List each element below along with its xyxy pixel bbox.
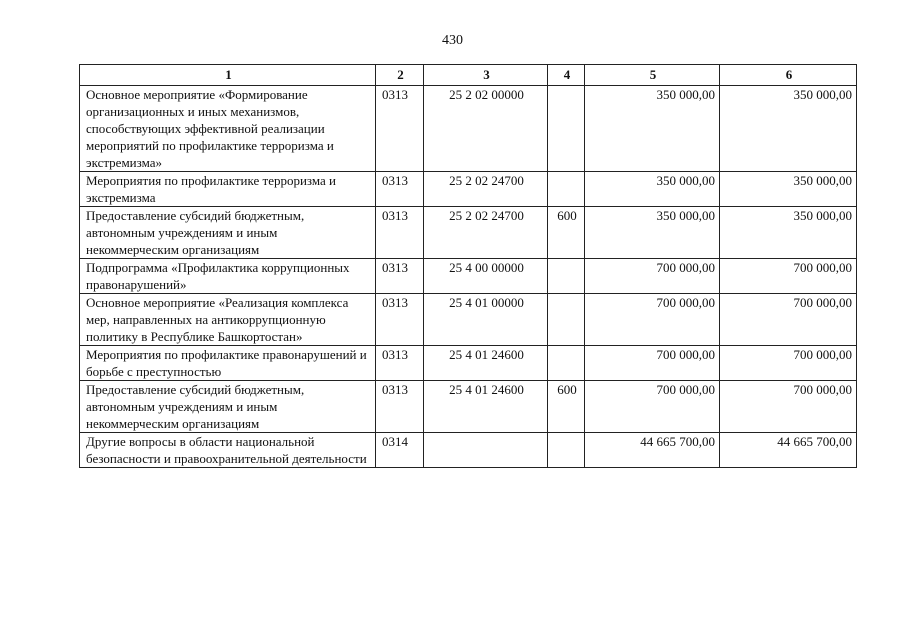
row-name: Основное мероприятие «Реализация комплекса мер, направленных на антикоррупционную политику в Республике Башкортостан» — [80, 294, 376, 346]
row-target — [424, 433, 548, 468]
row-section: 0313 — [376, 381, 424, 433]
row-target: 25 2 02 24700 — [424, 207, 548, 259]
row-target: 25 2 02 24700 — [424, 172, 548, 207]
row-sum2: 350 000,00 — [720, 86, 857, 172]
row-target: 25 4 01 00000 — [424, 294, 548, 346]
row-name: Предоставление субсидий бюджетным, автономным учреждениям и иным некоммерческим организациям — [80, 207, 376, 259]
row-sum2: 44 665 700,00 — [720, 433, 857, 468]
row-section: 0313 — [376, 346, 424, 381]
row-target: 25 2 02 00000 — [424, 86, 548, 172]
table-row — [80, 86, 857, 172]
table-row — [80, 172, 857, 207]
row-name: Другие вопросы в области национальной безопасности и правоохранительной деятельности — [80, 433, 376, 468]
row-sum1: 350 000,00 — [585, 86, 720, 172]
row-name: Мероприятия по профилактике терроризма и экстремизма — [80, 172, 376, 207]
table-row — [80, 294, 857, 346]
row-exp-type — [548, 346, 585, 381]
table-row — [80, 346, 857, 381]
row-name: Основное мероприятие «Формирование организационных и иных механизмов, способствующих эффективной реализации мероприятий по профилактике терроризма и экстремизма» — [80, 86, 376, 172]
table-row — [80, 259, 857, 294]
row-exp-type: 600 — [548, 381, 585, 433]
row-name: Мероприятия по профилактике правонарушений и борьбе с преступностью — [80, 346, 376, 381]
row-target: 25 4 00 00000 — [424, 259, 548, 294]
row-sum1: 350 000,00 — [585, 207, 720, 259]
row-section: 0313 — [376, 259, 424, 294]
row-sum1: 700 000,00 — [585, 294, 720, 346]
row-sum1: 700 000,00 — [585, 381, 720, 433]
row-exp-type — [548, 433, 585, 468]
row-exp-type — [548, 294, 585, 346]
column-header-section: 2 — [376, 65, 424, 86]
table-row — [80, 433, 857, 468]
row-name: Предоставление субсидий бюджетным, автономным учреждениям и иным некоммерческим организациям — [80, 381, 376, 433]
row-exp-type — [548, 86, 585, 172]
column-header-target: 3 — [424, 65, 548, 86]
row-section: 0313 — [376, 294, 424, 346]
table-row — [80, 207, 857, 259]
table-row — [80, 381, 857, 433]
column-header-exp-type: 4 — [548, 65, 585, 86]
column-header-name: 1 — [80, 65, 376, 86]
row-sum2: 700 000,00 — [720, 381, 857, 433]
row-sum2: 700 000,00 — [720, 259, 857, 294]
row-section: 0313 — [376, 172, 424, 207]
row-section: 0313 — [376, 86, 424, 172]
row-sum1: 700 000,00 — [585, 259, 720, 294]
row-name: Подпрограмма «Профилактика коррупционных правонарушений» — [80, 259, 376, 294]
row-sum2: 700 000,00 — [720, 346, 857, 381]
page-number: 430 — [442, 33, 463, 48]
row-sum2: 350 000,00 — [720, 207, 857, 259]
budget-table — [79, 64, 857, 468]
row-target: 25 4 01 24600 — [424, 381, 548, 433]
row-exp-type — [548, 259, 585, 294]
row-sum1: 350 000,00 — [585, 172, 720, 207]
row-sum1: 44 665 700,00 — [585, 433, 720, 468]
row-sum2: 700 000,00 — [720, 294, 857, 346]
column-header-sum1: 5 — [585, 65, 720, 86]
row-exp-type: 600 — [548, 207, 585, 259]
table-header-row — [80, 65, 857, 86]
row-exp-type — [548, 172, 585, 207]
row-sum2: 350 000,00 — [720, 172, 857, 207]
row-section: 0313 — [376, 207, 424, 259]
row-sum1: 700 000,00 — [585, 346, 720, 381]
row-target: 25 4 01 24600 — [424, 346, 548, 381]
row-section: 0314 — [376, 433, 424, 468]
column-header-sum2: 6 — [720, 65, 857, 86]
